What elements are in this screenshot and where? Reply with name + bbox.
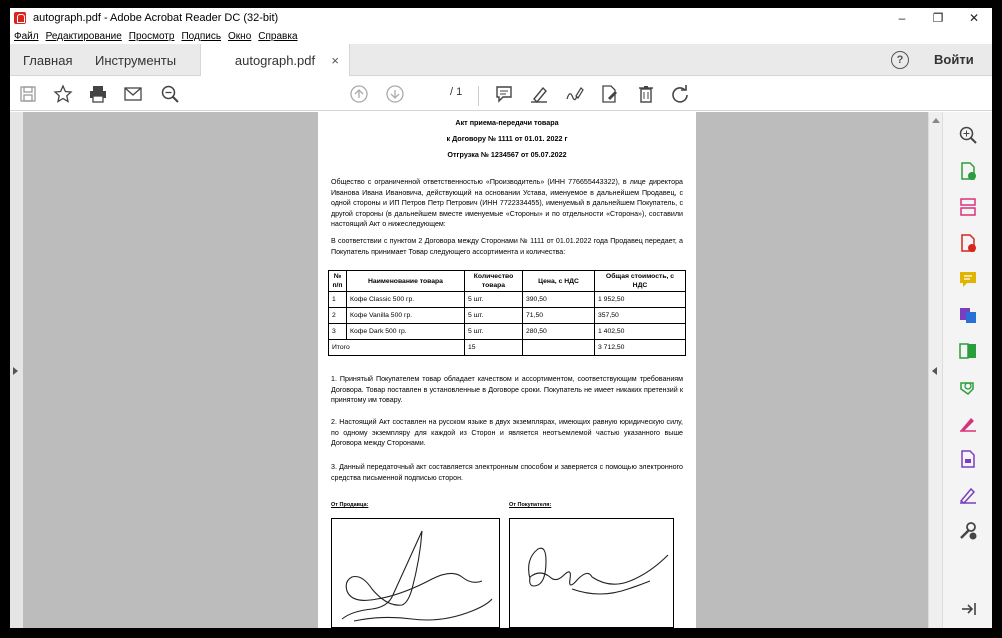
doc-clause-2: 2. Настоящий Акт составлен на русском языке в двух экземплярах, имеющих равную юридическую силу, по одному экземпляру для каждой из Сторон и является неотъемлемой частью указанного выше Договора между Сторонами.: [331, 418, 683, 448]
minimize-button[interactable]: –: [898, 11, 906, 25]
doc-clause-0: В соответствии с пунктом 2 Договора между Сторонами № 1111 от 01.01.2022 года Продавец передает, а Покупатель принимает Товар следующего ассортимента и количества:: [331, 237, 683, 256]
page-total: / 1: [450, 86, 463, 98]
help-icon[interactable]: ?: [891, 51, 909, 69]
table-cell: 5 шт.: [465, 292, 523, 308]
vertical-scrollbar[interactable]: [928, 112, 942, 628]
table-cell: 390,50: [523, 292, 595, 308]
rotate-icon[interactable]: [668, 82, 692, 106]
close-button[interactable]: ✕: [968, 11, 980, 25]
buyer-signature-box: [509, 518, 674, 628]
table-cell: Кофе Vanilla 500 гр.: [347, 308, 465, 324]
protect-icon[interactable]: [957, 448, 979, 470]
toolbar-separator: [478, 86, 479, 106]
menu-view[interactable]: Просмотр: [128, 30, 175, 42]
toolbar: [10, 76, 992, 111]
table-header: Общая стоимость, с НДС: [595, 271, 686, 292]
table-cell: 71,50: [523, 308, 595, 324]
buyer-label: От Покупателя:: [509, 502, 552, 508]
edit-pdf-icon[interactable]: [957, 304, 979, 326]
zoom-icon[interactable]: [158, 82, 182, 106]
document-view[interactable]: [23, 112, 928, 628]
table-cell: 1: [329, 292, 347, 308]
table-header: Цена, с НДС: [523, 271, 595, 292]
export-pdf-icon[interactable]: [957, 160, 979, 182]
seller-signature-image: [332, 519, 501, 628]
seller-label: От Продавца:: [331, 502, 369, 508]
expand-panel-icon[interactable]: [957, 598, 979, 620]
tab-home[interactable]: Главная: [23, 52, 73, 68]
doc-clause-1: 1. Принятый Покупателем товар обладает качеством и ассортиментом, соответствующим требованиям Договора. Товар поставлен в установленные в Договоре сроки. Покупатель не имеет никаких претензий к принятому им товару.: [331, 375, 683, 405]
page-down-icon[interactable]: [383, 82, 407, 106]
login-button[interactable]: Войти: [934, 52, 974, 67]
goods-table: [328, 270, 686, 356]
create-pdf-icon[interactable]: [957, 232, 979, 254]
table-header-row: [329, 271, 686, 292]
table-cell: 3: [329, 324, 347, 340]
tab-close-icon[interactable]: ×: [331, 53, 339, 68]
sign-icon[interactable]: [562, 82, 586, 106]
more-tools-icon[interactable]: [957, 520, 979, 542]
comment-icon[interactable]: [492, 82, 516, 106]
table-cell: 280,50: [523, 324, 595, 340]
print-icon[interactable]: [86, 82, 110, 106]
menu-file[interactable]: Файл: [14, 30, 39, 42]
table-cell: 357,50: [595, 308, 686, 324]
left-panel-toggle[interactable]: [10, 112, 23, 628]
scroll-up-icon[interactable]: [932, 118, 940, 123]
menu-sign[interactable]: Подпись: [181, 30, 222, 42]
doc-clause-3: 3. Данный передаточный акт составляется электронным способом и заверяется с помощью электронного средства письменной подписью сторон.: [331, 463, 683, 482]
expand-left-icon: [13, 367, 18, 375]
save-icon[interactable]: [16, 82, 40, 106]
table-cell: 15: [465, 340, 523, 356]
fill-sign-icon[interactable]: [957, 412, 979, 434]
tab-tools[interactable]: Инструменты: [95, 52, 177, 68]
restore-button[interactable]: ❐: [932, 11, 944, 25]
doc-title-line-3: Отгрузка № 1234567 от 05.07.2022: [447, 150, 567, 159]
comment-icon[interactable]: [957, 268, 979, 290]
send-sign-icon[interactable]: [957, 376, 979, 398]
table-cell: 5 шт.: [465, 324, 523, 340]
page-up-icon[interactable]: [347, 82, 371, 106]
tab-document[interactable]: [200, 44, 350, 77]
table-header: № п/п: [329, 271, 347, 292]
table-header: Количество товара: [465, 271, 523, 292]
table-cell: Итого: [329, 340, 465, 356]
menu-edit[interactable]: Редактирование: [45, 30, 122, 42]
table-cell: 3 712,50: [595, 340, 686, 356]
table-header: Наименование товара: [347, 271, 465, 292]
table-cell: 5 шт.: [465, 308, 523, 324]
seller-signature-box: [331, 518, 500, 628]
table-cell: Кофе Classic 500 гр.: [347, 292, 465, 308]
highlight-pen-icon[interactable]: [527, 82, 551, 106]
menu-window[interactable]: Окно: [228, 30, 252, 42]
sign-pen-icon[interactable]: [957, 484, 979, 506]
window-title: autograph.pdf - Adobe Acrobat Reader DC (32-bit): [33, 12, 279, 24]
table-cell: [523, 340, 595, 356]
doc-intro: Общество с ограниченной ответственностью «Производитель» (ИНН 776655443322), в лице директора Иванова Ивана Ивановича, действующий на основании Устава, именуемое в дальнейшем Продавец, с одной стороны и ИП Петров Петр Петрович (ИНН 7722334455), именуемый в дальнейшем Покупатель, с другой стороны (в дальнейшем вместе именуемые «Стороны» и по отдельности «Сторона»), составили настоящий Акт о нижеследующем:: [331, 178, 683, 229]
organize-pages-icon[interactable]: [957, 196, 979, 218]
buyer-signature-image: [510, 519, 675, 628]
right-tools-panel: [942, 112, 992, 628]
table-row: [329, 292, 686, 308]
acrobat-logo-icon: [14, 12, 26, 24]
table-cell: 1 952,50: [595, 292, 686, 308]
pdf-page: [318, 112, 696, 628]
table-total-row: [329, 340, 686, 356]
menu-bar: [10, 28, 992, 44]
tab-document-label: autograph.pdf: [234, 53, 316, 68]
menu-help[interactable]: Справка: [258, 30, 298, 42]
doc-title-line-2: к Договору № 1111 от 01.01. 2022 г: [446, 134, 568, 143]
title-bar: [10, 8, 992, 28]
doc-title-line-1: Акт приема-передачи товара: [455, 118, 559, 127]
tab-bar: [10, 44, 992, 76]
email-icon[interactable]: [121, 82, 145, 106]
delete-icon[interactable]: [634, 82, 658, 106]
bookmark-star-icon[interactable]: [51, 82, 75, 106]
table-row: [329, 308, 686, 324]
combine-icon[interactable]: [957, 340, 979, 362]
acrobat-window: [10, 8, 992, 628]
zoom-search-icon[interactable]: [957, 124, 979, 146]
table-row: [329, 324, 686, 340]
table-cell: 1 402,50: [595, 324, 686, 340]
table-cell: 2: [329, 308, 347, 324]
fill-sign-icon[interactable]: [597, 82, 621, 106]
table-cell: Кофе Dark 500 гр.: [347, 324, 465, 340]
collapse-right-panel-icon[interactable]: [932, 367, 937, 375]
